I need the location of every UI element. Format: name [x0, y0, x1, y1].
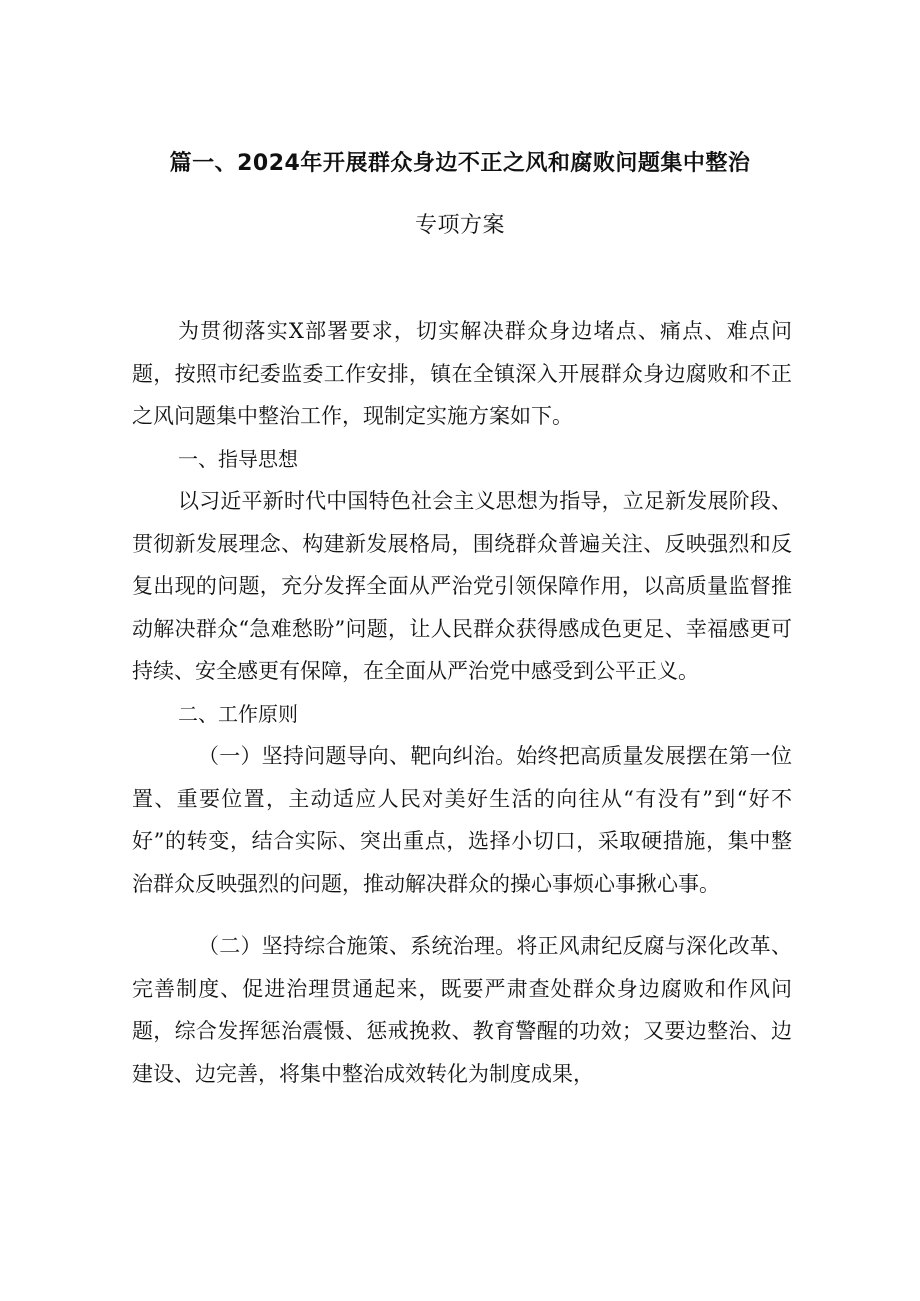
- principle-1-paragraph: （一）坚持问题导向、靶向纠治。始终把高质量发展摆在第一位置、重要位置，主动适应人民对美好生活的向往从“有没有”到“好不好”的转变，结合实际、突出重点，选择小切口，采取硬措施，集中整治群众反映强烈的问题，推动解决群众的操心事烦心事揪心事。: [132, 744, 792, 896]
- document-title-line2: 专项方案: [414, 213, 505, 238]
- document-body: [132, 310, 792, 1095]
- document-title: 篇一、2024年开展群众身边不正之风和腐败问题集中整治: [169, 151, 751, 176]
- principle-2-paragraph: （二）坚持综合施策、系统治理。将正风肃纪反腐与深化改革、完善制度、促进治理贯通起来，既要严肃查处群众身边腐败和作风问题，综合发挥惩治震慑、惩戒挽救、教育警醒的功效；又要边整治、边建设、边完善，将集中整治成效转化为制度成果，: [132, 934, 792, 1086]
- intro-paragraph: 为贯彻落实X部署要求，切实解决群众身边堵点、痛点、难点问题，按照市纪委监委工作安排，镇在全镇深入开展群众身边腐败和不正之风问题集中整治工作，现制定实施方案如下。: [132, 319, 792, 428]
- section-heading-work-principles: 二、工作原则: [178, 701, 298, 726]
- section-heading-guiding-ideology: 一、指导思想: [178, 446, 298, 471]
- guiding-ideology-paragraph: 以习近平新时代中国特色社会主义思想为指导，立足新发展阶段、贯彻新发展理念、构建新发展格局，围绕群众普遍关注、反映强烈和反复出现的问题，充分发挥全面从严治党引领保障作用，以高质量监督推动解决群众“急难愁盼”问题，让人民群众获得感成色更足、幸福感更可持续、安全感更有保障，在全面从严治党中感受到公平正义。: [132, 489, 792, 683]
- paragraph-gap: [132, 905, 792, 925]
